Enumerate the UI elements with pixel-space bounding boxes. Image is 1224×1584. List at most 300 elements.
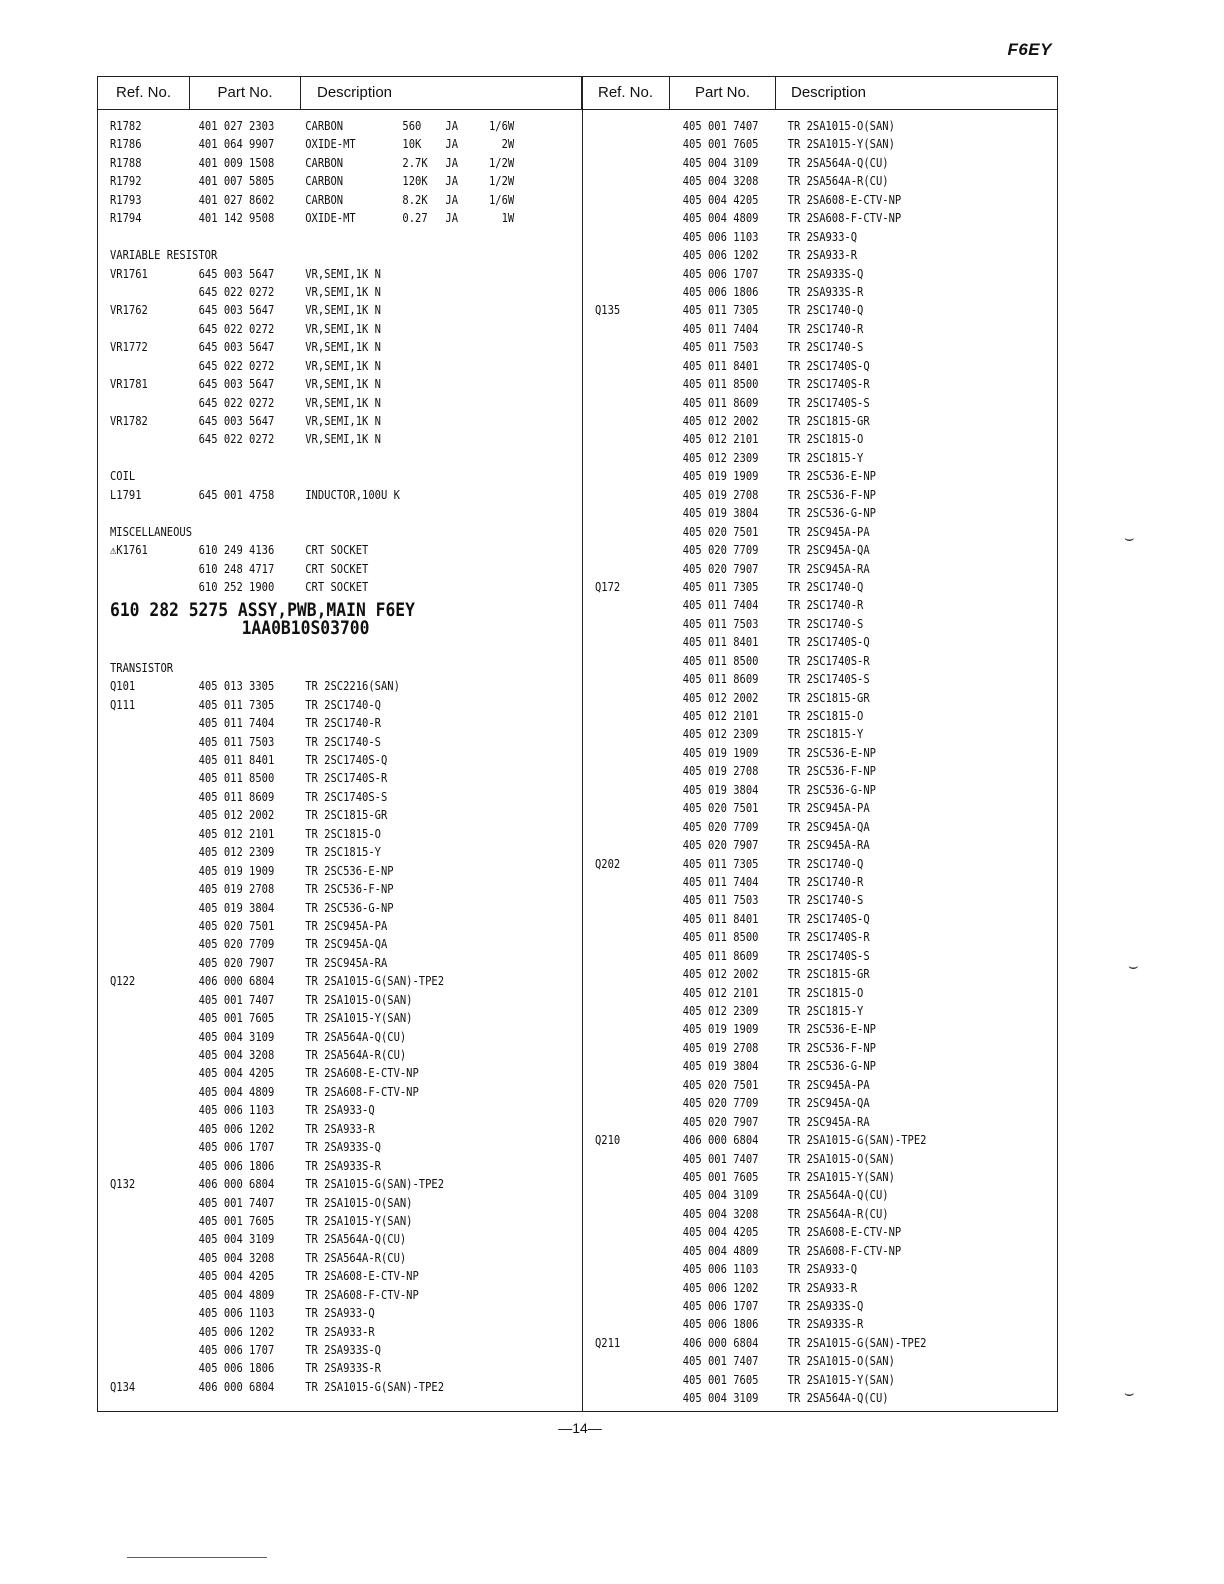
part-no: 406 000 6804: [198, 974, 275, 989]
description: TR 2SA1015-Y(SAN): [305, 1213, 413, 1228]
description: TR 2SA1015-Y(SAN): [787, 137, 895, 152]
part-no: 645 003 5647: [198, 340, 275, 355]
description: VR,SEMI,1K N: [305, 432, 381, 447]
ref-no: Q135: [595, 303, 621, 318]
part-no: 645 022 0272: [198, 395, 275, 410]
description: TR 2SA1015-G(SAN)-TPE2: [787, 1133, 927, 1148]
model-label: F6EY: [1007, 40, 1052, 59]
description: TR 2SC945A-PA: [305, 918, 388, 933]
table-header: [98, 77, 1057, 110]
column-divider: [582, 77, 583, 1411]
ref-no: R1788: [110, 155, 142, 170]
description: CRT SOCKET: [305, 561, 369, 576]
part-no: 405 011 7305: [198, 697, 275, 712]
description: TR 2SC945A-RA: [305, 955, 388, 970]
description: TR 2SA564A-R(CU): [305, 1048, 407, 1062]
part-no: 401 027 8602: [198, 192, 275, 207]
part-no: 405 004 4205: [198, 1269, 275, 1284]
description: TR 2SA1015-Y(SAN): [787, 1169, 895, 1184]
part-no: 610 249 4136: [198, 543, 275, 558]
description: TR 2SC536-G-NP: [787, 1059, 876, 1074]
part-no: 405 006 1103: [682, 229, 759, 244]
description: VR,SEMI,1K N: [305, 303, 381, 318]
description: TR 2SA608-E-CTV-NP: [787, 192, 902, 207]
part-no: 405 012 2309: [682, 727, 759, 742]
description: TR 2SC1740S-S: [787, 672, 870, 687]
description: VR,SEMI,1K N: [305, 358, 381, 373]
scan-line: [127, 1557, 267, 1558]
part-no: 405 019 1909: [682, 745, 759, 760]
part-no: 405 019 2708: [682, 487, 759, 502]
ref-no: Q202: [595, 856, 621, 871]
part-no: 405 004 3109: [682, 155, 759, 170]
description: TR 2SC1740S-S: [787, 948, 870, 963]
description: TR 2SA564A-R(CU): [787, 1206, 889, 1221]
part-no: 645 022 0272: [198, 321, 275, 336]
part-no: 645 003 5647: [198, 303, 275, 318]
part-no: 405 001 7605: [682, 1372, 759, 1387]
description: TR 2SA933S-Q: [787, 266, 864, 281]
description: TR 2SA1015-O(SAN): [787, 1354, 895, 1369]
description: TR 2SC1815-O: [305, 826, 381, 841]
parts-table: [97, 76, 1058, 1412]
part-no: 405 011 8609: [198, 789, 275, 804]
description: TR 2SC1740S-Q: [787, 635, 870, 650]
description: TR 2SA933S-R: [787, 284, 864, 299]
part-no: 405 011 7503: [198, 734, 275, 749]
description: TR 2SC536-F-NP: [787, 1040, 876, 1055]
part-no: 406 000 6804: [682, 1335, 759, 1350]
part-no: 406 000 6804: [198, 1379, 275, 1394]
description: TR 2SC1740S-Q: [787, 911, 870, 926]
part-no: 405 012 2002: [682, 690, 759, 705]
description: TR 2SA933S-Q: [305, 1140, 381, 1155]
description: TR 2SA933S-Q: [787, 1299, 864, 1313]
tolerance: JA: [445, 192, 459, 207]
part-no: 405 012 2101: [682, 985, 759, 1000]
description: VR,SEMI,1K N: [305, 321, 381, 336]
part-no: 405 004 3109: [682, 1188, 759, 1203]
description: TR 2SC1740-S: [787, 893, 864, 908]
description: TR 2SC945A-QA: [787, 819, 870, 834]
description: TR 2SA1015-G(SAN)-TPE2: [305, 974, 445, 989]
part-no: 405 013 3305: [198, 679, 275, 694]
section-coil-label: COIL: [110, 469, 136, 484]
part-no: 405 004 4205: [682, 1225, 759, 1240]
description: TR 2SA1015-Y(SAN): [787, 1372, 895, 1387]
description: VR,SEMI,1K N: [305, 414, 381, 428]
description: TR 2SC1815-O: [787, 709, 864, 723]
wattage: 1/2W: [488, 174, 515, 189]
wattage: 1/2W: [488, 155, 515, 170]
part-no: 405 012 2002: [198, 808, 275, 823]
description: TR 2SC1740S-S: [305, 789, 388, 804]
part-no: 405 004 4809: [682, 1243, 759, 1258]
part-no: 405 011 7305: [682, 303, 759, 318]
resistor-type: OXIDE-MT: [305, 211, 356, 226]
assembly-line-1: 610 282 5275 ASSY,PWB,MAIN F6EY: [110, 599, 415, 622]
part-no: 405 004 3208: [682, 1206, 759, 1221]
description: TR 2SC1740-R: [787, 598, 864, 613]
part-no: 405 020 7709: [682, 543, 759, 558]
assembly-line-2: 1AA0B10S03700: [241, 617, 370, 640]
ref-no: Q122: [110, 974, 136, 989]
description: TR 2SC1740S-R: [305, 771, 388, 786]
part-no: 405 004 4809: [198, 1084, 275, 1099]
part-no: 405 001 7605: [198, 1011, 275, 1026]
part-no: 405 011 7305: [682, 579, 759, 594]
header-part-left: Part No.: [190, 77, 301, 109]
wattage: 1W: [501, 211, 515, 226]
description: TR 2SC1740S-Q: [787, 358, 870, 373]
description: TR 2SC1815-O: [787, 432, 864, 447]
description: TR 2SC536-E-NP: [787, 469, 876, 484]
part-no: 405 004 3109: [198, 1029, 275, 1044]
part-no: 405 011 8401: [682, 911, 759, 926]
description: TR 2SA608-F-CTV-NP: [305, 1287, 419, 1302]
ref-no: ⚠K1761: [110, 543, 148, 558]
part-no: 405 011 8401: [198, 753, 275, 767]
part-no: 610 252 1900: [198, 579, 275, 594]
description: TR 2SC945A-PA: [787, 1077, 870, 1092]
part-no: 405 006 1202: [682, 248, 759, 263]
description: TR 2SA933S-R: [305, 1361, 381, 1376]
description: TR 2SA608-E-CTV-NP: [787, 1225, 902, 1240]
description: TR 2SA933-R: [787, 1280, 858, 1295]
part-no: 405 004 4205: [682, 192, 759, 207]
part-no: 405 011 8609: [682, 948, 759, 963]
part-no: 405 020 7709: [198, 937, 275, 952]
description: TR 2SC945A-QA: [787, 1096, 870, 1111]
tolerance: JA: [445, 137, 459, 152]
description: CRT SOCKET: [305, 543, 369, 558]
part-no: 405 006 1707: [682, 1299, 759, 1313]
ref-no: VR1772: [110, 340, 148, 355]
part-no: 405 020 7501: [682, 801, 759, 816]
part-no: 405 019 3804: [682, 1059, 759, 1074]
description: TR 2SC1740-Q: [305, 697, 381, 712]
ref-no: Q134: [110, 1379, 136, 1394]
part-no: 405 006 1806: [682, 1317, 759, 1332]
part-no: 405 006 1806: [198, 1361, 275, 1376]
ref-no: Q111: [110, 697, 136, 712]
description: TR 2SC1815-Y: [787, 727, 864, 742]
description: TR 2SA1015-O(SAN): [305, 1195, 413, 1210]
part-no: 405 006 1806: [198, 1158, 275, 1173]
part-no: 405 019 2708: [682, 764, 759, 779]
ref-no: R1786: [110, 137, 142, 152]
description: TR 2SC536-F-NP: [787, 764, 876, 779]
description: TR 2SA608-E-CTV-NP: [305, 1066, 419, 1081]
description: TR 2SC536-E-NP: [787, 1022, 876, 1037]
description: TR 2SC536-G-NP: [305, 900, 394, 915]
ref-no: R1782: [110, 119, 142, 133]
description: TR 2SC1815-GR: [787, 967, 870, 982]
description: TR 2SC536-F-NP: [787, 487, 876, 502]
description: TR 2SC2216(SAN): [305, 679, 400, 694]
resistor-type: CARBON: [305, 155, 344, 170]
part-no: 405 006 1103: [682, 1262, 759, 1277]
description: TR 2SA1015-O(SAN): [787, 119, 895, 133]
part-no: 405 001 7407: [682, 1354, 759, 1369]
description: TR 2SA1015-G(SAN)-TPE2: [305, 1379, 445, 1394]
part-no: 405 004 3109: [682, 1391, 759, 1406]
description: TR 2SA564A-Q(CU): [305, 1232, 407, 1247]
description: TR 2SA933-Q: [305, 1103, 375, 1118]
header-desc-left: Description: [301, 77, 582, 109]
part-no: 405 012 2002: [682, 414, 759, 428]
part-no: 405 001 7407: [198, 1195, 275, 1210]
description: INDUCTOR,100U K: [305, 487, 400, 502]
resistor-type: CARBON: [305, 119, 344, 133]
part-no: 405 011 7404: [682, 321, 759, 336]
description: TR 2SA933-Q: [787, 1262, 858, 1277]
description: TR 2SC1740-R: [787, 874, 864, 889]
description: TR 2SA608-E-CTV-NP: [305, 1269, 419, 1284]
description: VR,SEMI,1K N: [305, 395, 381, 410]
part-no: 405 012 2101: [682, 432, 759, 447]
resistor-type: OXIDE-MT: [305, 137, 356, 152]
part-no: 405 006 1806: [682, 284, 759, 299]
resistor-value: 120K: [402, 174, 428, 189]
part-no: 405 001 7605: [198, 1213, 275, 1228]
description: TR 2SC1815-GR: [787, 414, 870, 428]
part-no: 405 020 7709: [682, 819, 759, 834]
part-no: 405 011 7404: [682, 598, 759, 613]
part-no: 405 004 3208: [198, 1250, 275, 1265]
part-no: 405 012 2101: [198, 826, 275, 841]
part-no: 405 012 2002: [682, 967, 759, 982]
description: VR,SEMI,1K N: [305, 340, 381, 355]
part-no: 405 012 2309: [682, 1004, 759, 1018]
part-no: 405 011 7404: [198, 716, 275, 731]
part-no: 405 019 1909: [682, 469, 759, 484]
description: TR 2SA1015-O(SAN): [787, 1151, 895, 1166]
header-ref-right: Ref. No.: [582, 77, 670, 109]
scan-mark-icon: ⌣: [1128, 958, 1139, 975]
part-no: 405 006 1707: [198, 1140, 275, 1155]
description: TR 2SC536-F-NP: [305, 882, 394, 897]
description: TR 2SC945A-PA: [787, 801, 870, 816]
part-no: 405 011 7503: [682, 893, 759, 908]
tolerance: JA: [445, 155, 459, 170]
description: VR,SEMI,1K N: [305, 377, 381, 392]
description: TR 2SC945A-RA: [787, 1114, 870, 1129]
description: TR 2SC1740-R: [305, 716, 381, 731]
description: TR 2SC1815-Y: [787, 450, 864, 465]
description: TR 2SA564A-Q(CU): [305, 1029, 407, 1044]
part-no: 401 009 1508: [198, 155, 275, 170]
part-no: 405 011 7503: [682, 340, 759, 355]
description: TR 2SA933S-R: [787, 1317, 864, 1332]
ref-no: R1792: [110, 174, 142, 189]
resistor-value: 560: [402, 119, 422, 133]
part-no: 405 004 3208: [198, 1048, 275, 1062]
description: TR 2SC1740-Q: [787, 303, 864, 318]
part-no: 401 007 5805: [198, 174, 275, 189]
part-no: 405 020 7907: [198, 955, 275, 970]
description: TR 2SA933-Q: [305, 1306, 375, 1321]
part-no: 645 003 5647: [198, 414, 275, 428]
part-no: 405 020 7501: [198, 918, 275, 933]
part-no: 405 011 8500: [682, 930, 759, 945]
part-no: 405 020 7709: [682, 1096, 759, 1111]
part-no: 405 011 8609: [682, 672, 759, 687]
description: TR 2SC1740S-R: [787, 377, 870, 392]
part-no: 405 004 4205: [198, 1066, 275, 1081]
section-transistor-label: TRANSISTOR: [110, 660, 174, 675]
description: TR 2SA933S-Q: [305, 1343, 381, 1357]
description: TR 2SC1815-O: [787, 985, 864, 1000]
description: TR 2SC1740-Q: [787, 856, 864, 871]
description: TR 2SA933-Q: [787, 229, 858, 244]
section-miscellaneous-label: MISCELLANEOUS: [110, 524, 193, 539]
description: TR 2SA564A-Q(CU): [787, 1188, 889, 1203]
description: TR 2SC1740-S: [787, 340, 864, 355]
part-no: 405 001 7407: [682, 119, 759, 133]
part-no: 401 027 2303: [198, 119, 275, 133]
part-no: 405 020 7501: [682, 1077, 759, 1092]
part-no: 645 022 0272: [198, 432, 275, 447]
part-no: 405 019 3804: [682, 782, 759, 797]
description: TR 2SC945A-QA: [305, 937, 388, 952]
description: TR 2SA1015-G(SAN)-TPE2: [787, 1335, 927, 1350]
description: VR,SEMI,1K N: [305, 266, 381, 281]
part-no: 405 011 8500: [682, 377, 759, 392]
description: TR 2SC1740S-R: [787, 930, 870, 945]
part-no: 405 020 7907: [682, 1114, 759, 1129]
ref-no: L1791: [110, 487, 142, 502]
description: TR 2SA564A-R(CU): [787, 174, 889, 189]
description: TR 2SC945A-QA: [787, 543, 870, 558]
part-no: 405 004 4809: [198, 1287, 275, 1302]
description: TR 2SC1740-S: [305, 734, 381, 749]
description: TR 2SC945A-RA: [787, 561, 870, 576]
part-no: 405 020 7501: [682, 524, 759, 539]
description: TR 2SA608-F-CTV-NP: [305, 1084, 419, 1099]
part-no: 645 001 4758: [198, 487, 275, 502]
description: TR 2SC1740-S: [787, 616, 864, 631]
part-no: 405 006 1202: [198, 1121, 275, 1136]
part-no: 405 006 1202: [198, 1324, 275, 1339]
part-no: 405 012 2101: [682, 709, 759, 723]
part-no: 405 001 7605: [682, 137, 759, 152]
part-no: 405 001 7407: [198, 992, 275, 1007]
part-no: 645 022 0272: [198, 284, 275, 299]
description: TR 2SA1015-G(SAN)-TPE2: [305, 1177, 445, 1192]
ref-no: VR1762: [110, 303, 148, 318]
description: VR,SEMI,1K N: [305, 284, 381, 299]
part-no: 406 000 6804: [682, 1133, 759, 1148]
part-no: 405 019 3804: [682, 506, 759, 521]
part-no: 405 006 1103: [198, 1103, 275, 1118]
description: TR 2SC1815-GR: [305, 808, 388, 823]
part-no: 405 020 7907: [682, 838, 759, 853]
description: TR 2SA608-F-CTV-NP: [787, 211, 902, 226]
ref-no: VR1761: [110, 266, 148, 281]
ref-no: R1794: [110, 211, 142, 226]
part-no: 645 003 5647: [198, 266, 275, 281]
header-desc-right: Description: [791, 84, 867, 101]
page-number: —14—: [558, 1420, 602, 1436]
ref-no: VR1782: [110, 414, 148, 428]
part-no: 405 004 4809: [682, 211, 759, 226]
part-no: 401 064 9907: [198, 137, 275, 152]
ref-no: Q101: [110, 679, 136, 694]
part-no: 405 012 2309: [682, 450, 759, 465]
description: TR 2SA564A-R(CU): [305, 1250, 407, 1265]
part-no: 405 011 8401: [682, 358, 759, 373]
description: TR 2SA933S-R: [305, 1158, 381, 1173]
part-no: 405 011 7404: [682, 874, 759, 889]
ref-no: R1793: [110, 192, 142, 207]
part-no: 405 012 2309: [198, 845, 275, 860]
ref-no: Q132: [110, 1177, 136, 1192]
resistor-value: 0.27: [402, 211, 428, 226]
part-no: 405 001 7407: [682, 1151, 759, 1166]
description: TR 2SC536-G-NP: [787, 506, 876, 521]
description: CRT SOCKET: [305, 579, 369, 594]
description: TR 2SA933-R: [305, 1324, 375, 1339]
description: TR 2SA933-R: [787, 248, 858, 263]
part-no: 405 011 7305: [682, 856, 759, 871]
tolerance: JA: [445, 119, 459, 133]
part-no: 405 011 8609: [682, 395, 759, 410]
scan-mark-icon: ⌣: [1124, 1385, 1135, 1402]
resistor-value: 8.2K: [402, 192, 428, 207]
ref-no: VR1781: [110, 377, 148, 392]
description: TR 2SA564A-Q(CU): [787, 1391, 889, 1406]
resistor-type: CARBON: [305, 174, 344, 189]
part-no: 405 004 3208: [682, 174, 759, 189]
part-no: 405 019 3804: [198, 900, 275, 915]
description: TR 2SC1740S-Q: [305, 753, 388, 767]
ref-no: Q210: [595, 1133, 621, 1148]
part-no: 405 020 7907: [682, 561, 759, 576]
ref-no: Q172: [595, 579, 621, 594]
header-part-right: Part No.: [670, 77, 776, 109]
part-no: 405 011 8500: [682, 653, 759, 668]
part-no: 405 019 1909: [682, 1022, 759, 1037]
description: TR 2SA1015-O(SAN): [305, 992, 413, 1007]
part-no: 405 001 7605: [682, 1169, 759, 1184]
part-no: 406 000 6804: [198, 1177, 275, 1192]
description: TR 2SC1815-GR: [787, 690, 870, 705]
description: TR 2SC1815-Y: [305, 845, 381, 860]
wattage: 1/6W: [488, 119, 515, 133]
part-no: 401 142 9508: [198, 211, 275, 226]
description: TR 2SA608-F-CTV-NP: [787, 1243, 902, 1258]
description: TR 2SC945A-RA: [787, 838, 870, 853]
resistor-value: 10K: [402, 137, 422, 152]
part-no: 405 006 1707: [198, 1343, 275, 1357]
part-no: 405 006 1707: [682, 266, 759, 281]
part-no: 405 006 1103: [198, 1306, 275, 1321]
description: TR 2SC945A-PA: [787, 524, 870, 539]
part-no: 405 019 1909: [198, 863, 275, 878]
section-variable-resistor-label: VARIABLE RESISTOR: [110, 248, 218, 263]
part-no: 405 011 8500: [198, 771, 275, 786]
ref-no: Q211: [595, 1335, 621, 1350]
tolerance: JA: [445, 174, 459, 189]
part-no: 645 003 5647: [198, 377, 275, 392]
tolerance: JA: [445, 211, 459, 226]
resistor-type: CARBON: [305, 192, 344, 207]
part-no: 405 011 8401: [682, 635, 759, 650]
part-no: 405 019 2708: [682, 1040, 759, 1055]
wattage: 1/6W: [488, 192, 515, 207]
description: TR 2SC1815-Y: [787, 1004, 864, 1018]
